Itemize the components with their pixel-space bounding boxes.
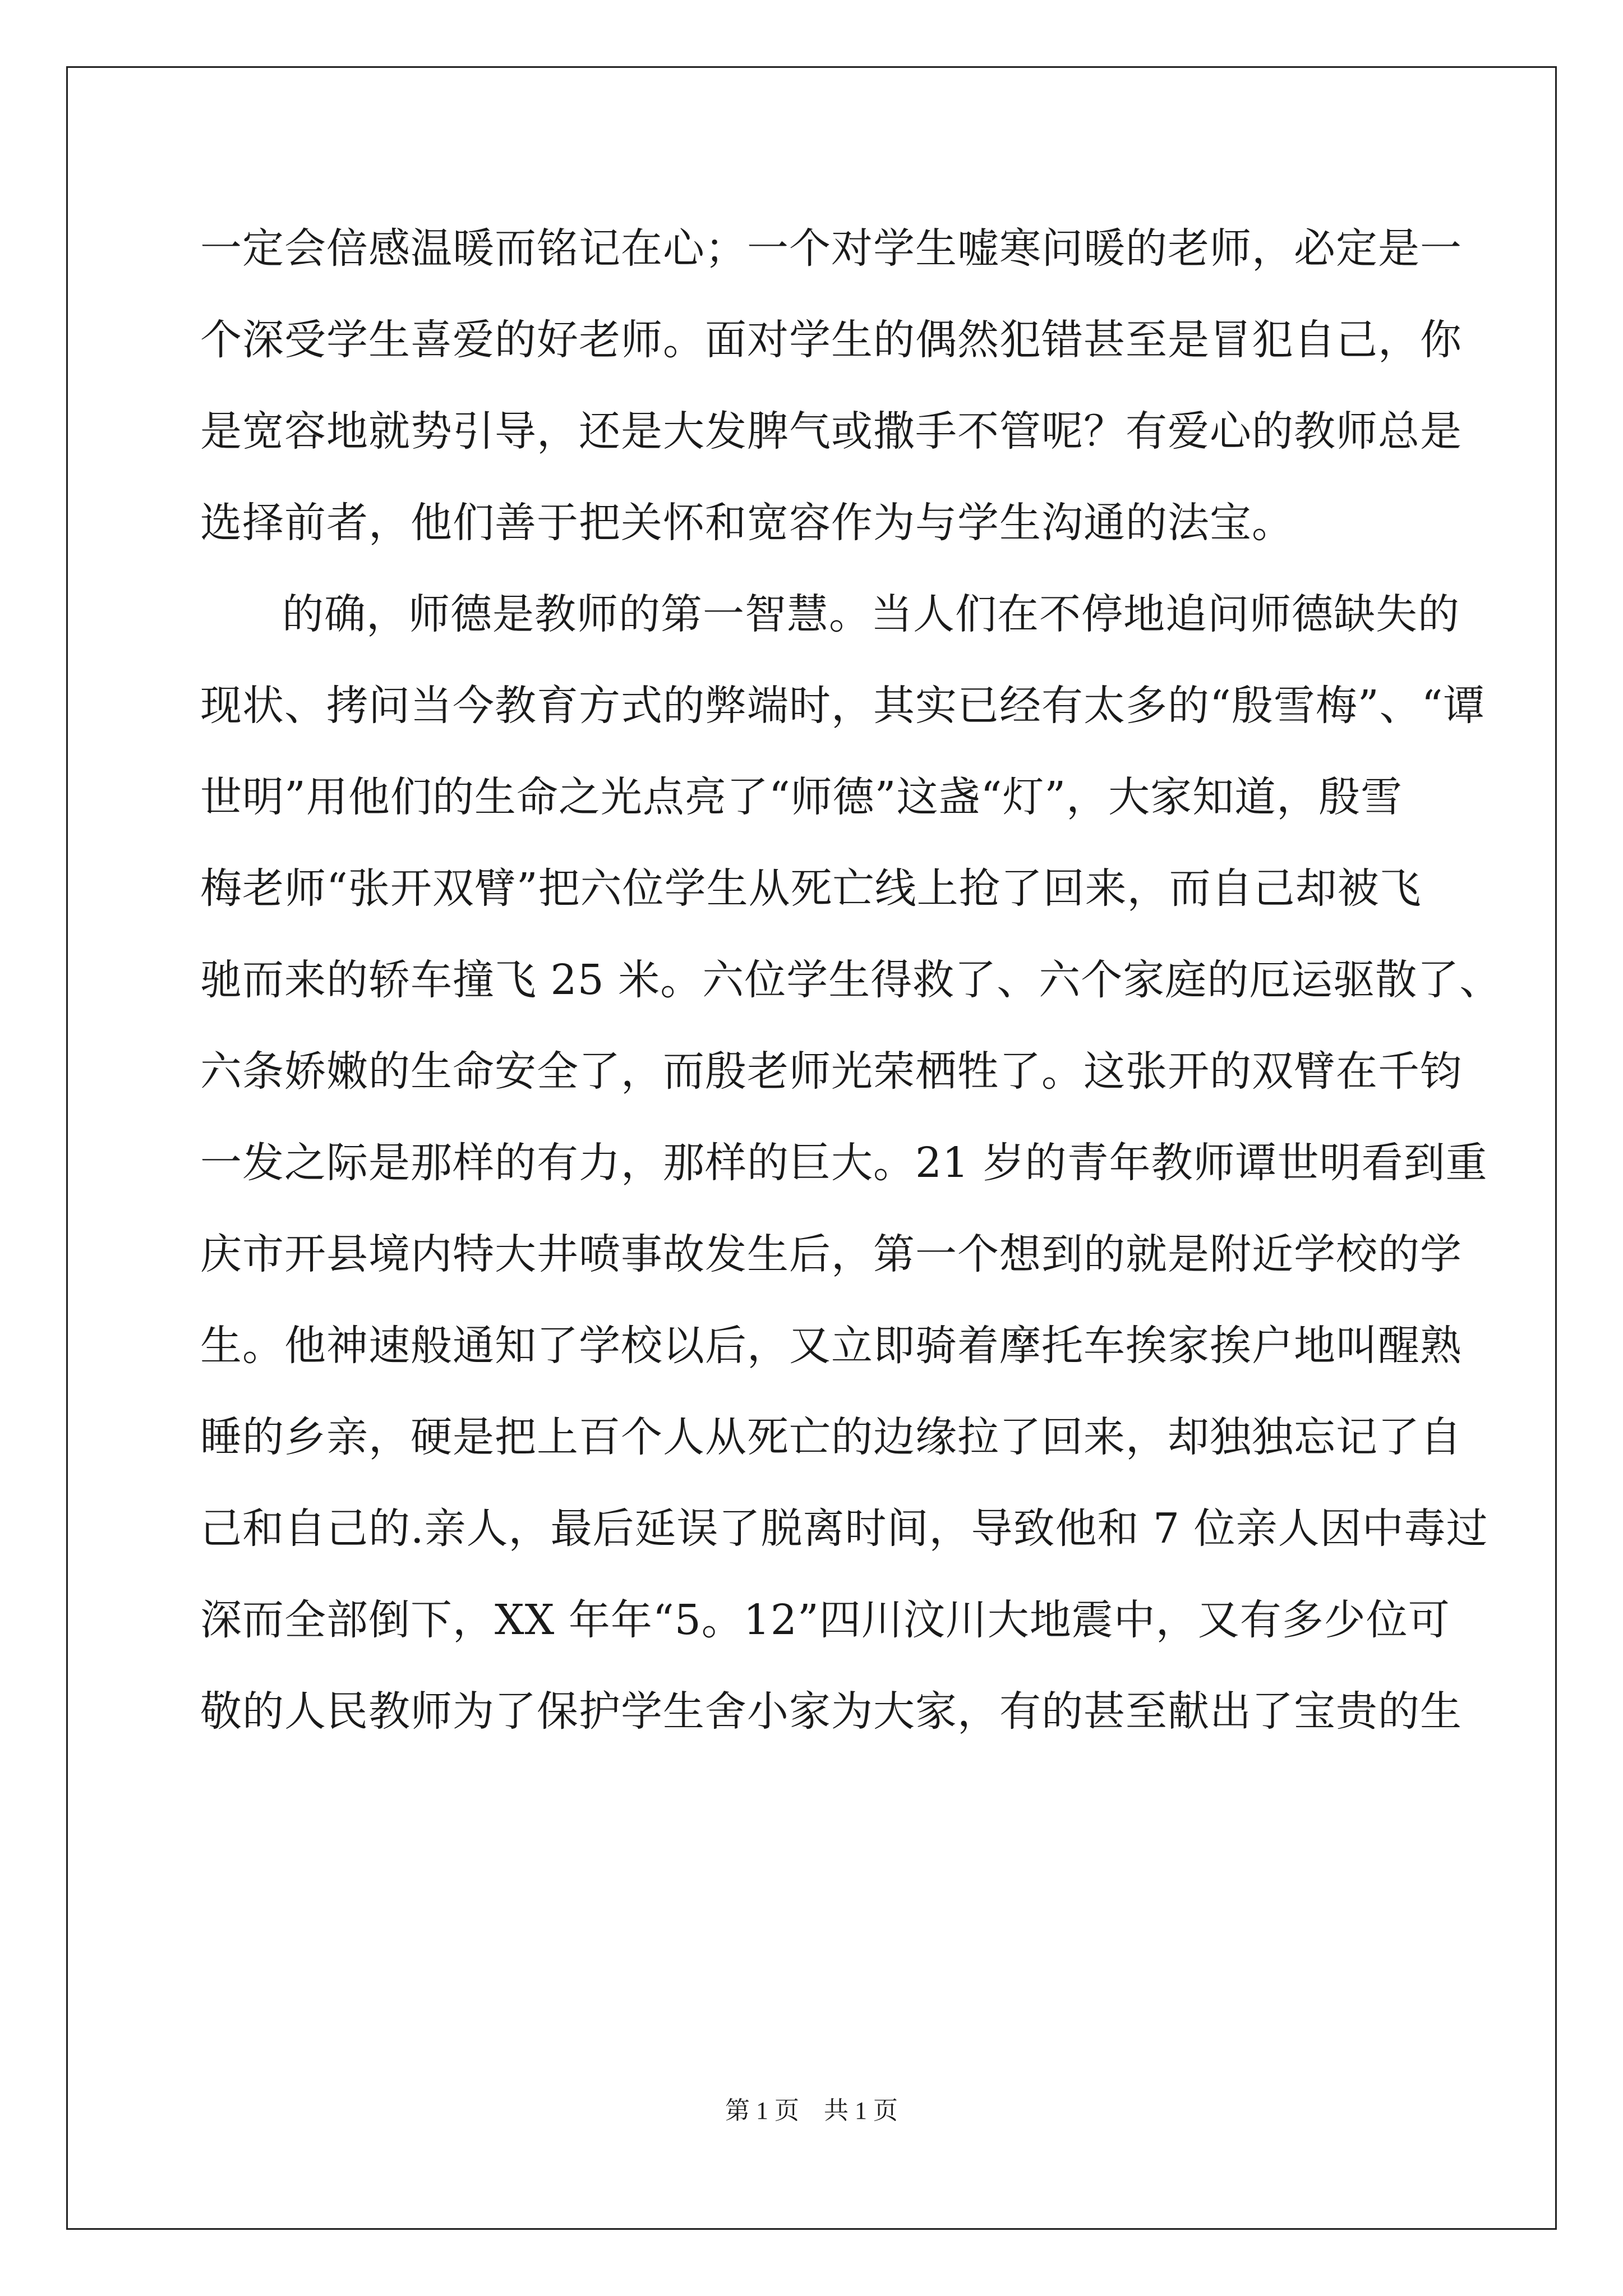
text-line: 敬的人民教师为了保护学生舍小家为大家，有的甚至献出了宝贵的生 <box>200 1687 1462 1736</box>
text-line: 个深受学生喜爱的好老师。面对学生的偶然犯错甚至是冒犯自己，你 <box>200 316 1462 364</box>
text-line: 世明”用他们的生命之光点亮了“师德”这盏“灯”，大家知道，殷雪 <box>200 773 1403 821</box>
text-line: 一发之际是那样的有力，那样的巨大。21 岁的青年教师谭世明看到重 <box>200 1139 1488 1187</box>
text-line: 己和自己的.亲人，最后延误了脱离时间，导致他和 7 位亲人因中毒过 <box>200 1504 1488 1553</box>
text-line: 驰而来的轿车撞飞 25 米。六位学生得救了、六个家庭的厄运驱散了、 <box>200 956 1502 1004</box>
text-line: 庆市开县境内特大井喷事故发生后，第一个想到的就是附近学校的学 <box>200 1230 1462 1278</box>
document-body <box>200 203 1502 1757</box>
paragraph-first-line: 的确，师德是教师的第一智慧。当人们在不停地追问师德缺失的 <box>282 590 1460 638</box>
text-line: 生。他神速般通知了学校以后，又立即骑着摩托车挨家挨户地叫醒熟 <box>200 1322 1462 1370</box>
text-line: 是宽容地就势引导，还是大发脾气或撒手不管呢？有爱心的教师总是 <box>200 407 1462 455</box>
text-line: 选择前者，他们善于把关怀和宽容作为与学生沟通的法宝。 <box>200 499 1294 547</box>
text-line: 六条娇嫩的生命安全了，而殷老师光荣栖牲了。这张开的双臂在千钧 <box>200 1047 1462 1096</box>
text-line: 现状、拷问当今教育方式的弊端时，其实已经有太多的“殷雪梅”、“谭 <box>200 682 1486 730</box>
page-number-footer: 第 1 页 共 1 页 <box>725 2097 898 2124</box>
text-line: 睡的乡亲，硬是把上百个人从死亡的边缘拉了回来，却独独忘记了自 <box>200 1413 1462 1461</box>
text-line: 梅老师“张开双臂”把六位学生从死亡线上抢了回来，而自己却被飞 <box>200 864 1422 913</box>
text-line: 深而全部倒下，XX 年年“5。12”四川汶川大地震中，又有多少位可 <box>200 1596 1450 1644</box>
text-line: 一定会倍感温暖而铭记在心；一个对学生嘘寒问暖的老师，必定是一 <box>200 224 1462 273</box>
